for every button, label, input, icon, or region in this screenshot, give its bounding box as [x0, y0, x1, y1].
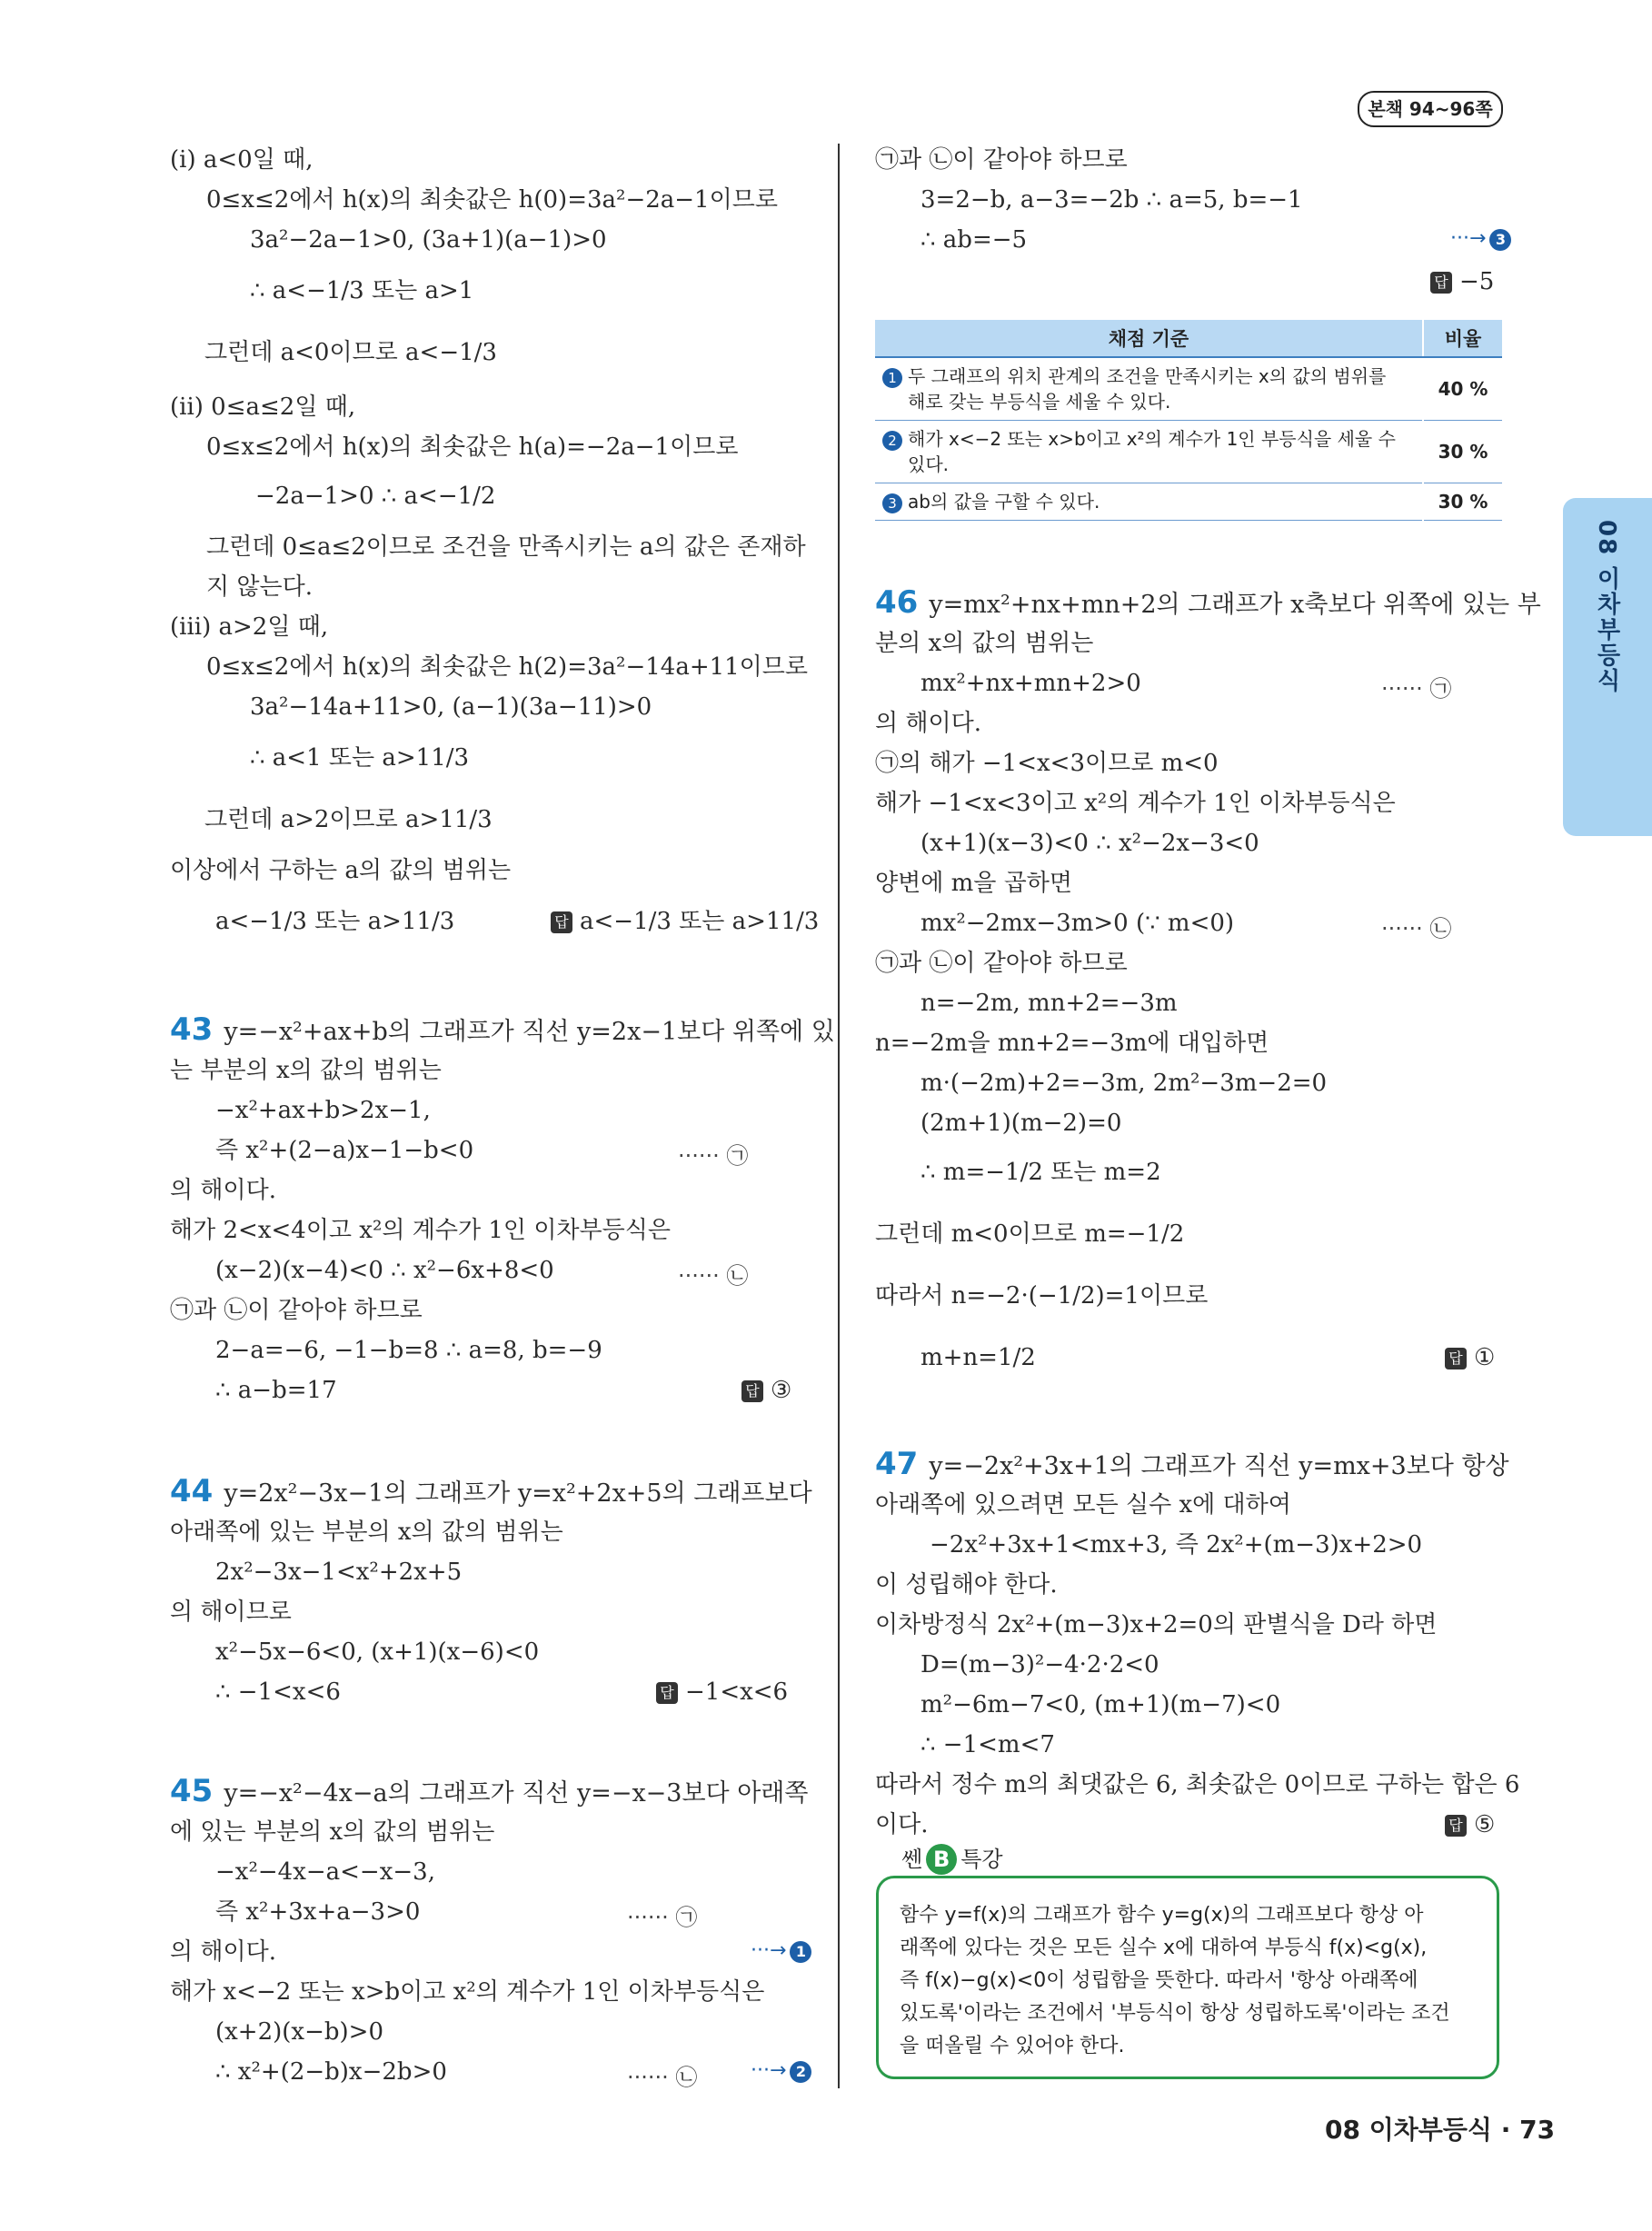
p43-heading [170, 1012, 835, 1050]
p44-line: ∴ −1<x<6 [215, 1678, 341, 1706]
p47-line: 이 성립해야 한다. [875, 1571, 1058, 1599]
p46-line: 분의 x의 값의 범위는 [875, 630, 1094, 657]
p46-line: (2m+1)(m−2)=0 [921, 1110, 1122, 1137]
p46-line: m+n=1/2 [921, 1344, 1036, 1371]
page-reference-badge: 본책 94~96쪽 [1358, 91, 1503, 127]
tip-line: 래쪽에 있다는 것은 모든 실수 x에 대하여 부등식 f(x)<g(x), [900, 1937, 1428, 1959]
step-marker-3: ···→ 3 [1450, 227, 1511, 251]
p45-heading-text: y=−x²−4x−a의 그래프가 직선 y=−x−3보다 아래쪽 [224, 1779, 809, 1808]
p44-answer-text: −1<x<6 [685, 1678, 789, 1706]
p45-number: 45 [170, 1773, 214, 1809]
criteria-text: 해가 x<−2 또는 x>b이고 x²의 계수가 1인 부등식을 세울 수 [908, 428, 1396, 450]
tip-line: 을 떠올릴 수 있어야 한다. [900, 2035, 1125, 2057]
step-number: 1 [790, 1941, 811, 1963]
criteria-text: 있다. [908, 453, 949, 475]
answer-icon: 답 [1430, 272, 1452, 294]
p44-number: 44 [170, 1473, 214, 1509]
p42-line: 지 않는다. [206, 573, 313, 601]
criteria-text: 두 그래프의 위치 관계의 조건을 만족시키는 x의 값의 범위를 [908, 365, 1387, 387]
p42-line: 0≤x≤2에서 h(x)의 최솟값은 h(0)=3a²−2a−1이므로 [206, 186, 778, 214]
p42-line: (iii) a>2일 때, [170, 613, 329, 641]
p42-line: 그런데 a<0이므로 a<−1/3 [204, 339, 497, 366]
page-footer: 08 이차부등식 · 73 [1325, 2115, 1556, 2145]
ratio-cell: 30 % [1423, 483, 1502, 521]
p46-line: (x+1)(x−3)<0 ∴ x²−2x−3<0 [921, 830, 1259, 857]
p47-line: m²−6m−7<0, (m+1)(m−7)<0 [921, 1691, 1281, 1718]
tip-label-suffix: 특강 [960, 1847, 1003, 1872]
p43-line: −x²+ax+b>2x−1, [215, 1097, 431, 1124]
p46-line: n=−2m, mn+2=−3m [921, 990, 1178, 1017]
p47-heading-text: y=−2x²+3x+1의 그래프가 직선 y=mx+3보다 항상 [929, 1452, 1509, 1480]
p47-line: 따라서 정수 m의 최댓값은 6, 최솟값은 0이므로 구하는 합은 6 [875, 1771, 1520, 1798]
p46-line: mx²+nx+mn+2>0 [921, 670, 1141, 697]
scoring-table-header [875, 320, 1502, 357]
p42-line: (i) a<0일 때, [170, 146, 313, 174]
p43-line: 해가 2<x<4이고 x²의 계수가 1인 이차부등식은 [170, 1217, 672, 1244]
scoring-ratio-header: 비율 [1423, 320, 1502, 357]
tip-line: 즉 f(x)−g(x)<0이 성립함을 뜻한다. 따라서 '항상 아래쪽에 [900, 1969, 1418, 1992]
p44-line: 2x²−3x−1<x²+2x+5 [215, 1559, 463, 1586]
answer-icon: 답 [551, 911, 572, 933]
tip-badge-icon: B [926, 1844, 957, 1875]
p46-answer-text: ① [1474, 1344, 1496, 1371]
p43-line: 즉 x²+(2−a)x−1−b<0 [215, 1137, 474, 1164]
p47-line: −2x²+3x+1<mx+3, 즉 2x²+(m−3)x+2>0 [930, 1531, 1423, 1559]
equation-tag-b: ······ ㉡ [627, 2065, 698, 2090]
p44-line: x²−5x−6<0, (x+1)(x−6)<0 [215, 1638, 540, 1666]
p42-line: 그런데 a>2이므로 a>11/3 [204, 806, 493, 833]
p43-line: (x−2)(x−4)<0 ∴ x²−6x+8<0 [215, 1257, 554, 1284]
equation-tag-b: ······ ㉡ [1381, 916, 1452, 941]
p47-heading [875, 1447, 1509, 1484]
p43-number: 43 [170, 1011, 214, 1048]
step-number: 2 [882, 431, 902, 451]
p47-line: 이차방정식 2x²+(m−3)x+2=0의 판별식을 D라 하면 [875, 1611, 1438, 1638]
p45b-line: ∴ ab=−5 [921, 226, 1028, 254]
equation-tag-a: ······ ㉠ [627, 1905, 698, 1930]
p42-line: −2a−1>0 ∴ a<−1/2 [255, 483, 496, 510]
p45-heading [170, 1774, 808, 1811]
p42-line: 0≤x≤2에서 h(x)의 최솟값은 h(2)=3a²−14a+11이므로 [206, 653, 809, 681]
chapter-side-tab [1563, 498, 1652, 836]
ratio-cell: 40 % [1423, 357, 1502, 421]
step-number: 2 [790, 2061, 811, 2083]
p45b-line: ㉠과 ㉡이 같아야 하므로 [875, 146, 1128, 174]
p47-line: ∴ −1<m<7 [921, 1731, 1055, 1758]
p44-answer [656, 1676, 788, 1708]
table-row [875, 421, 1502, 483]
answer-icon: 답 [1445, 1348, 1467, 1369]
scoring-table [875, 320, 1502, 521]
chapter-side-tab-label: 08 이차부등식 [1593, 520, 1620, 694]
p43-line: 2−a=−6, −1−b=8 ∴ a=8, b=−9 [215, 1337, 602, 1364]
p46-answer [1445, 1341, 1495, 1374]
equation-tag-a: ······ ㉠ [1381, 676, 1452, 702]
step-marker-2: ···→ 2 [751, 2059, 811, 2083]
p43-line: 는 부분의 x의 값의 범위는 [170, 1057, 442, 1084]
ratio-cell: 30 % [1423, 421, 1502, 483]
p44-line: 아래쪽에 있는 부분의 x의 값의 범위는 [170, 1519, 563, 1546]
p46-number: 46 [875, 584, 919, 621]
p47-line: D=(m−3)²−4·2·2<0 [921, 1651, 1159, 1678]
p46-line: ㉠의 해가 −1<x<3이므로 m<0 [875, 750, 1219, 777]
step-number: 3 [1489, 229, 1511, 251]
p43-answer [741, 1374, 791, 1407]
p46-line: 양변에 m을 곱하면 [875, 870, 1072, 897]
tip-line: 있도록'이라는 조건에서 '부등식이 항상 성립하도록'이라는 조건 [900, 2002, 1450, 2025]
table-row [875, 483, 1502, 521]
p47-answer [1445, 1808, 1495, 1841]
p42-line: (ii) 0≤a≤2일 때, [170, 393, 356, 421]
p43-line: 의 해이다. [170, 1177, 276, 1204]
p46-line: 따라서 n=−2·(−1/2)=1이므로 [875, 1282, 1209, 1310]
p42-line: 그런데 0≤a≤2이므로 조건을 만족시키는 a의 값은 존재하 [206, 533, 806, 561]
p47-line: 이다. [875, 1811, 929, 1838]
step-marker-1: ···→ 1 [751, 1939, 811, 1963]
p42-line: ∴ a<1 또는 a>11/3 [250, 744, 470, 772]
equation-tag-a: ······ ㉠ [678, 1143, 749, 1169]
p45-line: ∴ x²+(2−b)x−2b>0 [215, 2058, 447, 2086]
p46-line: ㉠과 ㉡이 같아야 하므로 [875, 950, 1128, 977]
scoring-criteria-header: 채점 기준 [875, 320, 1423, 357]
p42-line: 0≤x≤2에서 h(x)의 최솟값은 h(a)=−2a−1이므로 [206, 433, 739, 461]
step-number: 3 [882, 493, 902, 513]
p47-line: 아래쪽에 있으려면 모든 실수 x에 대하여 [875, 1491, 1291, 1519]
p44-heading [170, 1474, 812, 1511]
p46-line: 의 해이다. [875, 710, 981, 737]
p46-line: n=−2m을 mn+2=−3m에 대입하면 [875, 1030, 1269, 1057]
p45-line: 의 해이다. [170, 1938, 276, 1966]
tip-label-prefix: 쎈 [901, 1847, 923, 1872]
table-row [875, 357, 1502, 421]
p43-line: ∴ a−b=17 [215, 1377, 337, 1404]
tip-line: 함수 y=f(x)의 그래프가 함수 y=g(x)의 그래프보다 항상 아 [900, 1904, 1424, 1927]
p45-answer [1430, 265, 1494, 298]
p45-line: (x+2)(x−b)>0 [215, 2018, 383, 2046]
column-divider [838, 144, 840, 2088]
p44-heading-text: y=2x²−3x−1의 그래프가 y=x²+2x+5의 그래프보다 [224, 1479, 812, 1508]
p42-line: 3a²−14a+11>0, (a−1)(3a−11)>0 [250, 693, 652, 721]
answer-icon: 답 [741, 1380, 763, 1402]
answer-icon: 답 [656, 1682, 678, 1704]
p42-line: 이상에서 구하는 a의 값의 범위는 [170, 857, 512, 884]
p45-line: 해가 x<−2 또는 x>b이고 x²의 계수가 1인 이차부등식은 [170, 1978, 765, 2006]
p44-line: 의 해이므로 [170, 1599, 292, 1626]
p45-line: −x²−4x−a<−x−3, [215, 1858, 435, 1886]
p46-line: m·(−2m)+2=−3m, 2m²−3m−2=0 [921, 1070, 1328, 1097]
p45-answer-text: −5 [1459, 268, 1495, 295]
p45-line: 에 있는 부분의 x의 값의 범위는 [170, 1818, 495, 1846]
p42-answer-text: a<−1/3 또는 a>11/3 [580, 908, 820, 935]
p43-line: ㉠과 ㉡이 같아야 하므로 [170, 1297, 423, 1324]
criteria-text: 해로 갖는 부등식을 세울 수 있다. [908, 391, 1171, 413]
criteria-cell [875, 357, 1423, 421]
p43-answer-text: ③ [771, 1377, 792, 1404]
criteria-text: ab의 값을 구할 수 있다. [908, 491, 1100, 513]
tip-label [901, 1841, 1003, 1875]
p42-line: a<−1/3 또는 a>11/3 [215, 908, 455, 935]
p46-line: mx²−2mx−3m>0 (∵ m<0) [921, 910, 1235, 937]
p46-heading [875, 585, 1541, 622]
step-number: 1 [882, 368, 902, 388]
p42-answer [551, 905, 819, 938]
p42-line: ∴ a<−1/3 또는 a>1 [250, 277, 474, 304]
answer-icon: 답 [1445, 1815, 1467, 1837]
p47-answer-text: ⑤ [1474, 1811, 1496, 1838]
p46-line: 해가 −1<x<3이고 x²의 계수가 1인 이차부등식은 [875, 790, 1396, 817]
equation-tag-b: ······ ㉡ [678, 1263, 749, 1289]
p43-heading-text: y=−x²+ax+b의 그래프가 직선 y=2x−1보다 위쪽에 있 [224, 1018, 835, 1046]
p46-heading-text: y=mx²+nx+mn+2의 그래프가 x축보다 위쪽에 있는 부 [929, 591, 1541, 619]
criteria-cell [875, 483, 1423, 521]
p45-line: 즉 x²+3x+a−3>0 [215, 1898, 421, 1926]
criteria-cell [875, 421, 1423, 483]
p46-line: ∴ m=−1/2 또는 m=2 [921, 1159, 1161, 1186]
p42-line: 3a²−2a−1>0, (3a+1)(a−1)>0 [250, 226, 607, 254]
p45b-line: 3=2−b, a−3=−2b ∴ a=5, b=−1 [921, 186, 1303, 214]
p46-line: 그런데 m<0이므로 m=−1/2 [875, 1220, 1185, 1248]
p47-number: 47 [875, 1446, 919, 1482]
